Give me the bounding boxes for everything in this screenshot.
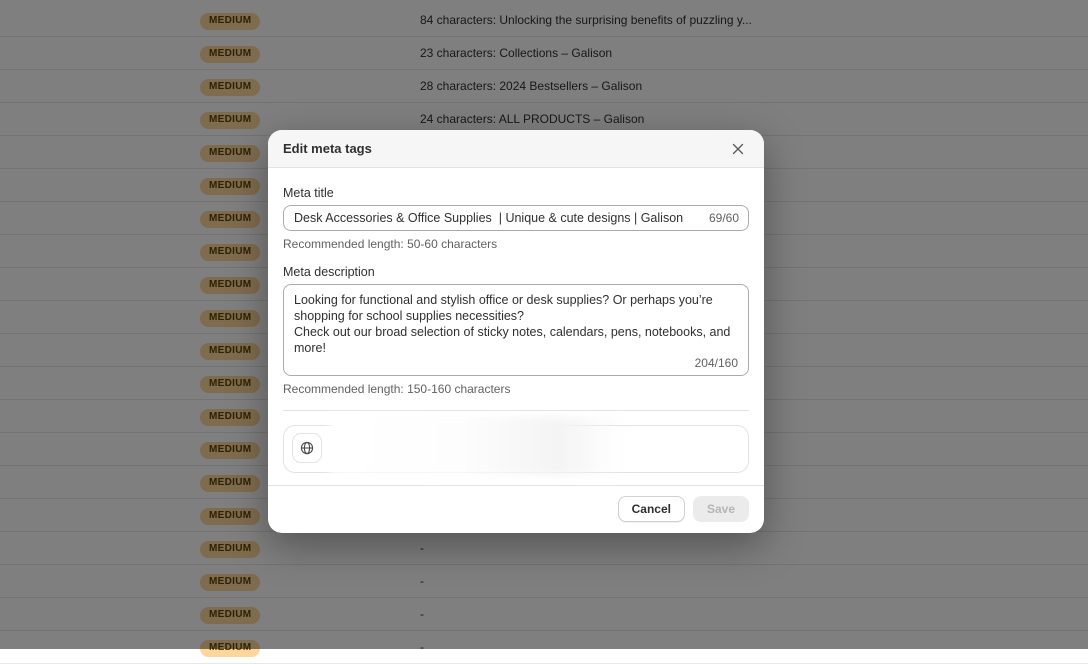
favicon-tile [292,433,322,463]
modal-header [268,130,764,168]
save-button[interactable]: Save [693,496,749,522]
meta-description-counter: 204/160 [694,356,738,370]
meta-title-field-wrap [283,205,749,231]
modal-footer [268,485,764,533]
close-icon [732,143,744,155]
modal-title: Edit meta tags [283,141,372,156]
blurred-preview-content [330,417,622,475]
meta-title-helper: Recommended length: 50-60 characters [283,237,498,251]
meta-description-field-wrap [283,284,749,376]
meta-title-input[interactable] [283,205,749,231]
edit-meta-tags-modal [268,130,764,533]
meta-description-helper: Recommended length: 150-160 characters [283,382,511,396]
meta-description-textarea[interactable] [284,285,748,375]
cancel-button[interactable]: Cancel [618,496,685,522]
close-button[interactable] [727,138,749,160]
modal-body [268,186,764,473]
section-divider [283,410,749,411]
meta-description-label: Meta description [283,265,375,279]
meta-title-counter: 69/60 [708,211,739,225]
meta-title-label: Meta title [283,186,334,200]
globe-icon [300,441,314,455]
search-preview-card [283,425,749,473]
